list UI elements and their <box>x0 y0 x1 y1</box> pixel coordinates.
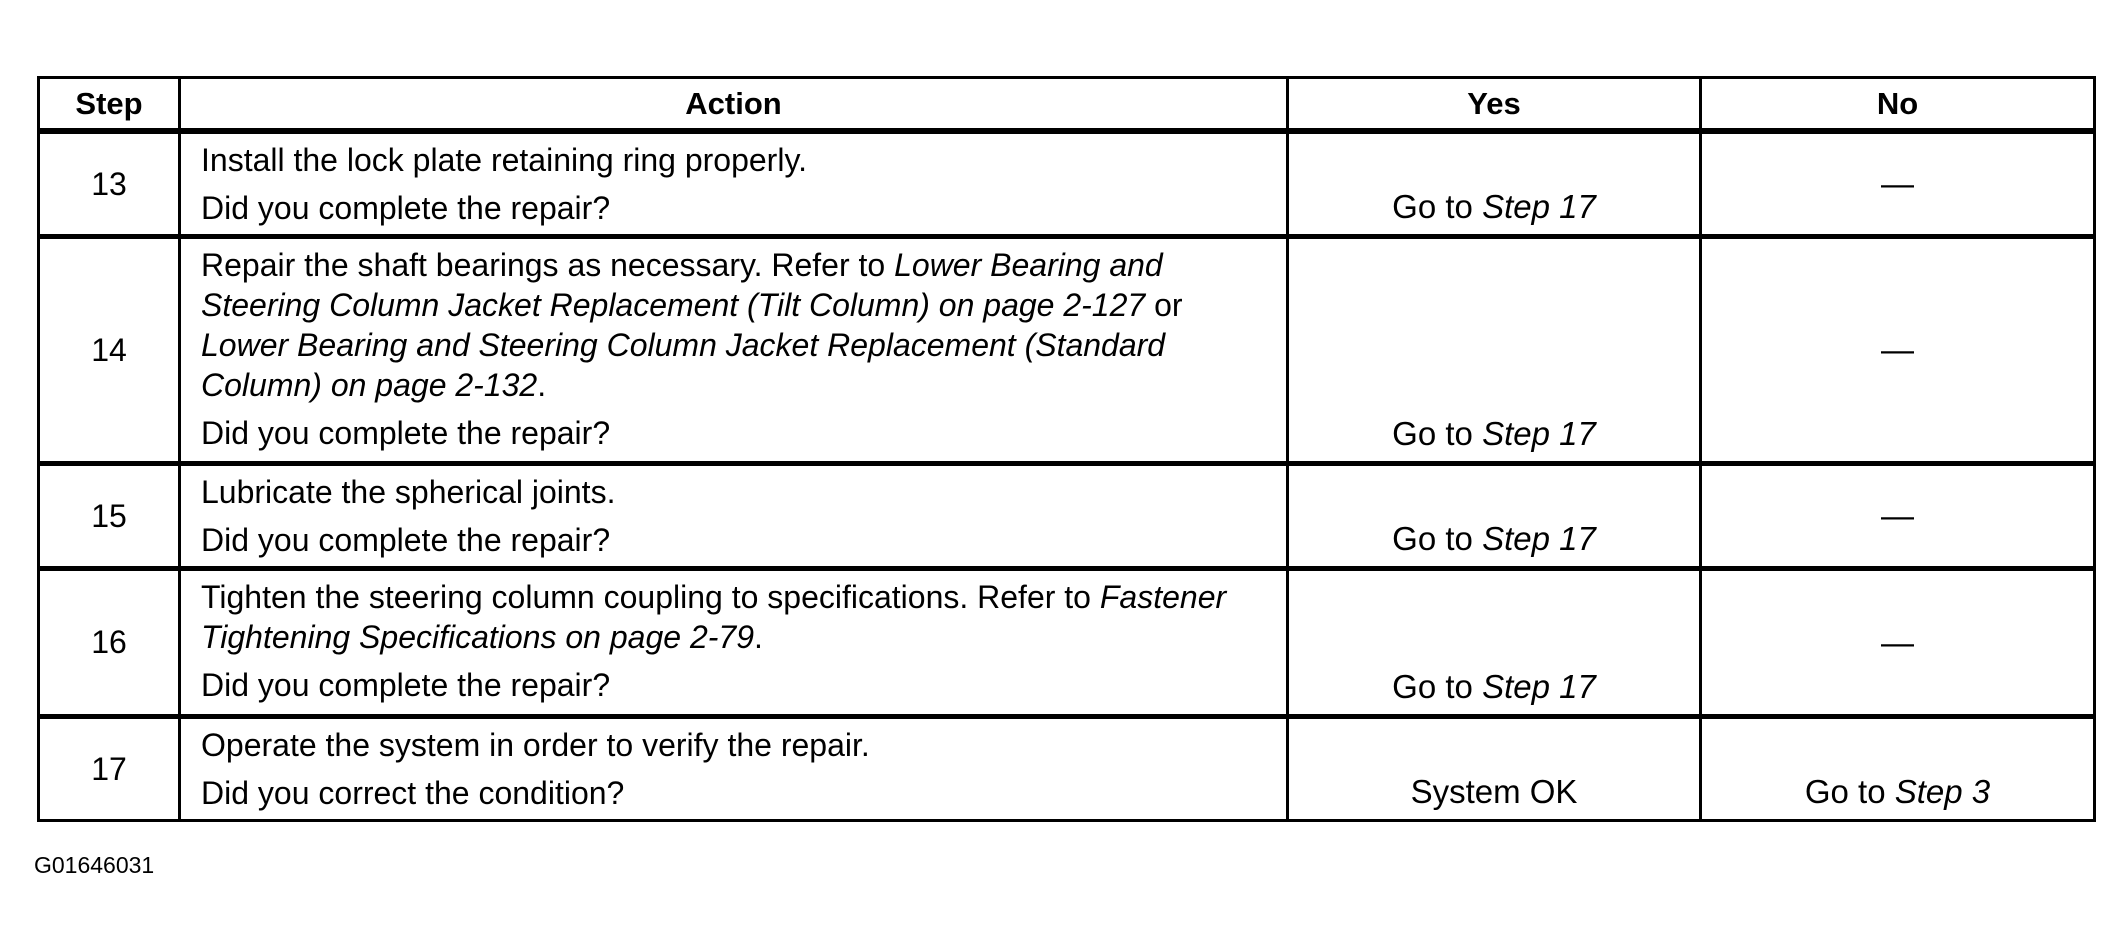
action-cell <box>180 717 1288 821</box>
no-dash: — <box>1881 165 1914 202</box>
table-row <box>39 717 2095 821</box>
action-text: Operate the system in order to verify the repair. <box>201 727 870 763</box>
action-cell <box>180 464 1288 569</box>
step-number: 17 <box>39 717 180 821</box>
action-reference-link[interactable]: Lower Bearing and Steering Column Jacket Replacement (Tilt Column) on page 2-127 <box>201 247 1163 323</box>
no-dash: — <box>1881 331 1914 368</box>
action-question: Did you complete the repair? <box>201 415 611 451</box>
no-cell <box>1701 131 2095 237</box>
no-dash: — <box>1881 497 1914 534</box>
action-text <box>201 245 1266 405</box>
action-cell <box>180 131 1288 237</box>
action-question: Did you complete the repair? <box>201 190 611 226</box>
yes-prefix: Go to <box>1392 520 1483 557</box>
no-prefix: Go to <box>1804 773 1895 810</box>
yes-cell <box>1288 464 1701 569</box>
yes-cell <box>1288 569 1701 717</box>
action-text-a: Tighten the steering column coupling to specifications. Refer to <box>201 579 1100 615</box>
header-no: No <box>1701 78 2095 132</box>
yes-prefix: Go to <box>1392 415 1483 452</box>
action-question: Did you complete the repair? <box>201 667 611 703</box>
no-cell <box>1701 464 2095 569</box>
yes-cell <box>1288 237 1701 464</box>
table-row <box>39 464 2095 569</box>
action-text <box>201 577 1266 657</box>
action-cell <box>180 237 1288 464</box>
yes-step-link[interactable]: Step 17 <box>1482 415 1596 452</box>
action-reference-link[interactable]: Lower Bearing and Steering Column Jacket Replacement (Standard Column) on page 2-132 <box>201 327 1166 403</box>
figure-code: G01646031 <box>34 852 155 878</box>
action-text: Install the lock plate retaining ring properly. <box>201 142 807 178</box>
yes-cell <box>1288 717 1701 821</box>
header-action: Action <box>180 78 1288 132</box>
header-step: Step <box>39 78 180 132</box>
step-number: 13 <box>39 131 180 237</box>
yes-prefix: Go to <box>1392 668 1483 705</box>
action-reference-link[interactable]: Fastener Tightening Specifications on page 2-79 <box>201 579 1227 655</box>
no-cell <box>1701 237 2095 464</box>
action-cell <box>180 569 1288 717</box>
yes-step-link[interactable]: Step 17 <box>1482 188 1596 225</box>
action-question: Did you correct the condition? <box>201 775 625 811</box>
no-cell <box>1701 717 2095 821</box>
action-question: Did you complete the repair? <box>201 522 611 558</box>
action-text-c: . <box>753 619 763 655</box>
table-row <box>39 131 2095 237</box>
yes-result: System OK <box>1410 773 1578 810</box>
step-number: 14 <box>39 237 180 464</box>
yes-step-link[interactable]: Step 17 <box>1482 520 1596 557</box>
no-step-link[interactable]: Step 3 <box>1894 773 1991 810</box>
yes-cell <box>1288 131 1701 237</box>
action-text-b: or <box>1145 287 1183 323</box>
no-dash: — <box>1881 623 1914 661</box>
header-yes: Yes <box>1288 78 1701 132</box>
action-text-a: Repair the shaft bearings as necessary. Refer to <box>201 247 895 283</box>
step-number: 16 <box>39 569 180 717</box>
action-text: Lubricate the spherical joints. <box>201 474 616 510</box>
step-number: 15 <box>39 464 180 569</box>
table-row <box>39 569 2095 717</box>
diagnostic-table <box>37 76 2096 822</box>
action-text-c: . <box>537 367 547 403</box>
yes-step-link[interactable]: Step 17 <box>1482 668 1596 705</box>
header-row <box>39 78 2095 132</box>
yes-prefix: Go to <box>1392 188 1483 225</box>
table-row <box>39 237 2095 464</box>
no-cell <box>1701 569 2095 717</box>
